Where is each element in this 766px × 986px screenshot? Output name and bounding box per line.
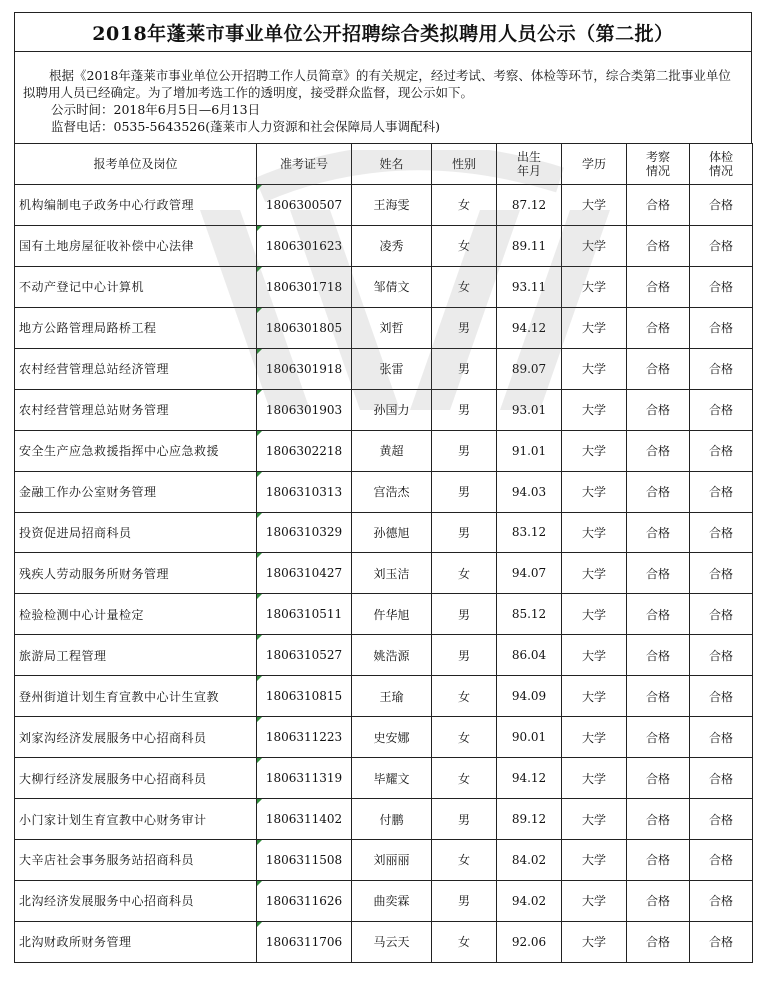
- cell-gender: 男: [432, 635, 497, 676]
- cell-gender: 女: [432, 921, 497, 962]
- cell-inspection: 合格: [627, 799, 690, 840]
- table-row: [15, 717, 753, 758]
- cell-birth: 93.11: [497, 266, 562, 307]
- cell-unit: 安全生产应急救援指挥中心应急救援: [15, 430, 257, 471]
- cell-birth: 92.06: [497, 921, 562, 962]
- supervision-phone: 监督电话：0535-5643526(蓬莱市人力资源和社会保障局人事调配科): [51, 119, 440, 134]
- cell-birth: 87.12: [497, 185, 562, 226]
- table-row: [15, 594, 753, 635]
- cell-exam-no: 1806302218: [257, 430, 352, 471]
- header-exam-no: 准考证号: [257, 144, 352, 185]
- cell-birth: 94.07: [497, 553, 562, 594]
- cell-gender: 女: [432, 717, 497, 758]
- cell-unit: 不动产登记中心计算机: [15, 266, 257, 307]
- cell-inspection: 合格: [627, 676, 690, 717]
- cell-birth: 83.12: [497, 512, 562, 553]
- cell-name: 姚浩源: [352, 635, 432, 676]
- cell-education: 大学: [562, 185, 627, 226]
- cell-education: 大学: [562, 676, 627, 717]
- cell-physical: 合格: [690, 348, 753, 389]
- cell-exam-no: 1806311402: [257, 799, 352, 840]
- cell-name: 付鹏: [352, 799, 432, 840]
- cell-physical: 合格: [690, 225, 753, 266]
- cell-birth: 94.02: [497, 880, 562, 921]
- header-inspection-line1: 考察: [645, 150, 670, 164]
- cell-education: 大学: [562, 758, 627, 799]
- table-row: [15, 307, 753, 348]
- cell-birth: 84.02: [497, 840, 562, 881]
- cell-exam-no: 1806310313: [257, 471, 352, 512]
- cell-gender: 男: [432, 389, 497, 430]
- cell-birth: 94.12: [497, 758, 562, 799]
- cell-exam-no: 1806311319: [257, 758, 352, 799]
- cell-education: 大学: [562, 717, 627, 758]
- table-row: [15, 758, 753, 799]
- cell-education: 大学: [562, 635, 627, 676]
- cell-gender: 男: [432, 430, 497, 471]
- table-row: [15, 676, 753, 717]
- cell-name: 孙德旭: [352, 512, 432, 553]
- table-row: [15, 553, 753, 594]
- cell-gender: 女: [432, 266, 497, 307]
- cell-exam-no: 1806310527: [257, 635, 352, 676]
- header-physical-line2: 情况: [708, 164, 733, 178]
- cell-exam-no: 1806311706: [257, 921, 352, 962]
- header-inspection-line2: 情况: [645, 164, 670, 178]
- cell-inspection: 合格: [627, 717, 690, 758]
- cell-name: 刘丽丽: [352, 840, 432, 881]
- cell-physical: 合格: [690, 389, 753, 430]
- cell-exam-no: 1806311223: [257, 717, 352, 758]
- hire-table: [14, 143, 753, 963]
- cell-education: 大学: [562, 389, 627, 430]
- announcement-page: [14, 12, 752, 963]
- cell-gender: 男: [432, 348, 497, 389]
- cell-name: 黄超: [352, 430, 432, 471]
- cell-inspection: 合格: [627, 553, 690, 594]
- cell-unit: 大柳行经济发展服务中心招商科员: [15, 758, 257, 799]
- cell-name: 马云天: [352, 921, 432, 962]
- header-education: 学历: [562, 144, 627, 185]
- table-row: [15, 799, 753, 840]
- cell-inspection: 合格: [627, 840, 690, 881]
- cell-unit: 金融工作办公室财务管理: [15, 471, 257, 512]
- cell-birth: 94.12: [497, 307, 562, 348]
- header-birth-line2: 年月: [516, 164, 541, 178]
- cell-gender: 男: [432, 471, 497, 512]
- cell-name: 史安娜: [352, 717, 432, 758]
- cell-gender: 女: [432, 758, 497, 799]
- cell-gender: 男: [432, 880, 497, 921]
- cell-inspection: 合格: [627, 635, 690, 676]
- table-row: [15, 635, 753, 676]
- cell-unit: 大辛店社会事务服务站招商科员: [15, 840, 257, 881]
- cell-inspection: 合格: [627, 266, 690, 307]
- header-unit: 报考单位及岗位: [15, 144, 257, 185]
- cell-unit: 检验检测中心计量检定: [15, 594, 257, 635]
- cell-gender: 女: [432, 225, 497, 266]
- cell-education: 大学: [562, 471, 627, 512]
- cell-name: 邹倩文: [352, 266, 432, 307]
- cell-birth: 91.01: [497, 430, 562, 471]
- cell-birth: 89.12: [497, 799, 562, 840]
- cell-physical: 合格: [690, 553, 753, 594]
- cell-name: 宫浩杰: [352, 471, 432, 512]
- cell-education: 大学: [562, 594, 627, 635]
- cell-inspection: 合格: [627, 512, 690, 553]
- cell-inspection: 合格: [627, 225, 690, 266]
- cell-unit: 农村经营管理总站财务管理: [15, 389, 257, 430]
- cell-inspection: 合格: [627, 471, 690, 512]
- table-row: [15, 348, 753, 389]
- header-physical: [690, 144, 753, 185]
- cell-inspection: 合格: [627, 348, 690, 389]
- header-gender: 性别: [432, 144, 497, 185]
- cell-exam-no: 1806311508: [257, 840, 352, 881]
- table-row: [15, 512, 753, 553]
- page-title: 2018年蓬莱市事业单位公开招聘综合类拟聘用人员公示（第二批）: [14, 12, 752, 52]
- cell-gender: 男: [432, 307, 497, 348]
- cell-birth: 89.11: [497, 225, 562, 266]
- table-row: [15, 880, 753, 921]
- header-birth-line1: 出生: [516, 150, 541, 164]
- cell-unit: 北沟经济发展服务中心招商科员: [15, 880, 257, 921]
- cell-gender: 男: [432, 512, 497, 553]
- table-row: [15, 389, 753, 430]
- cell-name: 王瑜: [352, 676, 432, 717]
- cell-birth: 94.09: [497, 676, 562, 717]
- cell-gender: 女: [432, 676, 497, 717]
- cell-exam-no: 1806310427: [257, 553, 352, 594]
- cell-exam-no: 1806310329: [257, 512, 352, 553]
- cell-physical: 合格: [690, 635, 753, 676]
- cell-unit: 北沟财政所财务管理: [15, 921, 257, 962]
- cell-physical: 合格: [690, 717, 753, 758]
- cell-name: 曲奕霖: [352, 880, 432, 921]
- cell-education: 大学: [562, 799, 627, 840]
- cell-physical: 合格: [690, 758, 753, 799]
- cell-education: 大学: [562, 840, 627, 881]
- cell-exam-no: 1806310815: [257, 676, 352, 717]
- header-physical-line1: 体检: [708, 150, 733, 164]
- cell-physical: 合格: [690, 594, 753, 635]
- cell-birth: 89.07: [497, 348, 562, 389]
- cell-physical: 合格: [690, 185, 753, 226]
- cell-education: 大学: [562, 553, 627, 594]
- table-row: [15, 921, 753, 962]
- cell-exam-no: 1806301805: [257, 307, 352, 348]
- cell-name: 孙国力: [352, 389, 432, 430]
- cell-name: 张雷: [352, 348, 432, 389]
- cell-inspection: 合格: [627, 389, 690, 430]
- cell-birth: 85.12: [497, 594, 562, 635]
- cell-physical: 合格: [690, 307, 753, 348]
- cell-education: 大学: [562, 348, 627, 389]
- cell-birth: 93.01: [497, 389, 562, 430]
- table-body: [15, 185, 753, 963]
- header-name: 姓名: [352, 144, 432, 185]
- cell-education: 大学: [562, 307, 627, 348]
- intro-section: [14, 52, 752, 143]
- header-inspection: [627, 144, 690, 185]
- cell-physical: 合格: [690, 471, 753, 512]
- cell-birth: 94.03: [497, 471, 562, 512]
- cell-exam-no: 1806301623: [257, 225, 352, 266]
- cell-education: 大学: [562, 512, 627, 553]
- cell-inspection: 合格: [627, 880, 690, 921]
- cell-physical: 合格: [690, 921, 753, 962]
- cell-birth: 86.04: [497, 635, 562, 676]
- cell-exam-no: 1806301903: [257, 389, 352, 430]
- publicity-period: 公示时间：2018年6月5日—6月13日: [51, 102, 261, 117]
- cell-exam-no: 1806301918: [257, 348, 352, 389]
- cell-physical: 合格: [690, 880, 753, 921]
- cell-name: 仵华旭: [352, 594, 432, 635]
- cell-gender: 女: [432, 840, 497, 881]
- cell-name: 刘哲: [352, 307, 432, 348]
- cell-exam-no: 1806300507: [257, 185, 352, 226]
- cell-inspection: 合格: [627, 185, 690, 226]
- table-row: [15, 840, 753, 881]
- cell-name: 毕耀文: [352, 758, 432, 799]
- cell-name: 凌秀: [352, 225, 432, 266]
- cell-unit: 残疾人劳动服务所财务管理: [15, 553, 257, 594]
- cell-gender: 女: [432, 553, 497, 594]
- table-header-row: [15, 144, 753, 185]
- cell-inspection: 合格: [627, 758, 690, 799]
- cell-exam-no: 1806301718: [257, 266, 352, 307]
- cell-education: 大学: [562, 921, 627, 962]
- cell-unit: 地方公路管理局路桥工程: [15, 307, 257, 348]
- table-row: [15, 266, 753, 307]
- cell-physical: 合格: [690, 840, 753, 881]
- cell-inspection: 合格: [627, 307, 690, 348]
- cell-name: 刘玉洁: [352, 553, 432, 594]
- cell-unit: 刘家沟经济发展服务中心招商科员: [15, 717, 257, 758]
- cell-inspection: 合格: [627, 430, 690, 471]
- cell-gender: 男: [432, 594, 497, 635]
- intro-paragraph: 根据《2018年蓬莱市事业单位公开招聘工作人员简章》的有关规定，经过考试、考察、体检等环节，综合类第二批事业单位拟聘用人员已经确定。为了增加考选工作的透明度，接受群众监督，现公示如下。: [23, 68, 731, 100]
- cell-unit: 小门家计划生育宣教中心财务审计: [15, 799, 257, 840]
- table-row: [15, 430, 753, 471]
- cell-unit: 投资促进局招商科员: [15, 512, 257, 553]
- cell-name: 王海雯: [352, 185, 432, 226]
- cell-unit: 农村经营管理总站经济管理: [15, 348, 257, 389]
- cell-physical: 合格: [690, 512, 753, 553]
- cell-unit: 旅游局工程管理: [15, 635, 257, 676]
- cell-unit: 国有土地房屋征收补偿中心法律: [15, 225, 257, 266]
- cell-inspection: 合格: [627, 921, 690, 962]
- cell-physical: 合格: [690, 799, 753, 840]
- cell-unit: 登州街道计划生育宣教中心计生宣教: [15, 676, 257, 717]
- cell-education: 大学: [562, 266, 627, 307]
- cell-exam-no: 1806311626: [257, 880, 352, 921]
- cell-physical: 合格: [690, 430, 753, 471]
- cell-physical: 合格: [690, 676, 753, 717]
- cell-gender: 女: [432, 185, 497, 226]
- cell-exam-no: 1806310511: [257, 594, 352, 635]
- table-row: [15, 471, 753, 512]
- cell-gender: 男: [432, 799, 497, 840]
- table-row: [15, 225, 753, 266]
- cell-education: 大学: [562, 880, 627, 921]
- table-row: [15, 185, 753, 226]
- cell-education: 大学: [562, 430, 627, 471]
- cell-inspection: 合格: [627, 594, 690, 635]
- cell-birth: 90.01: [497, 717, 562, 758]
- cell-physical: 合格: [690, 266, 753, 307]
- cell-education: 大学: [562, 225, 627, 266]
- cell-unit: 机构编制电子政务中心行政管理: [15, 185, 257, 226]
- header-birth: [497, 144, 562, 185]
